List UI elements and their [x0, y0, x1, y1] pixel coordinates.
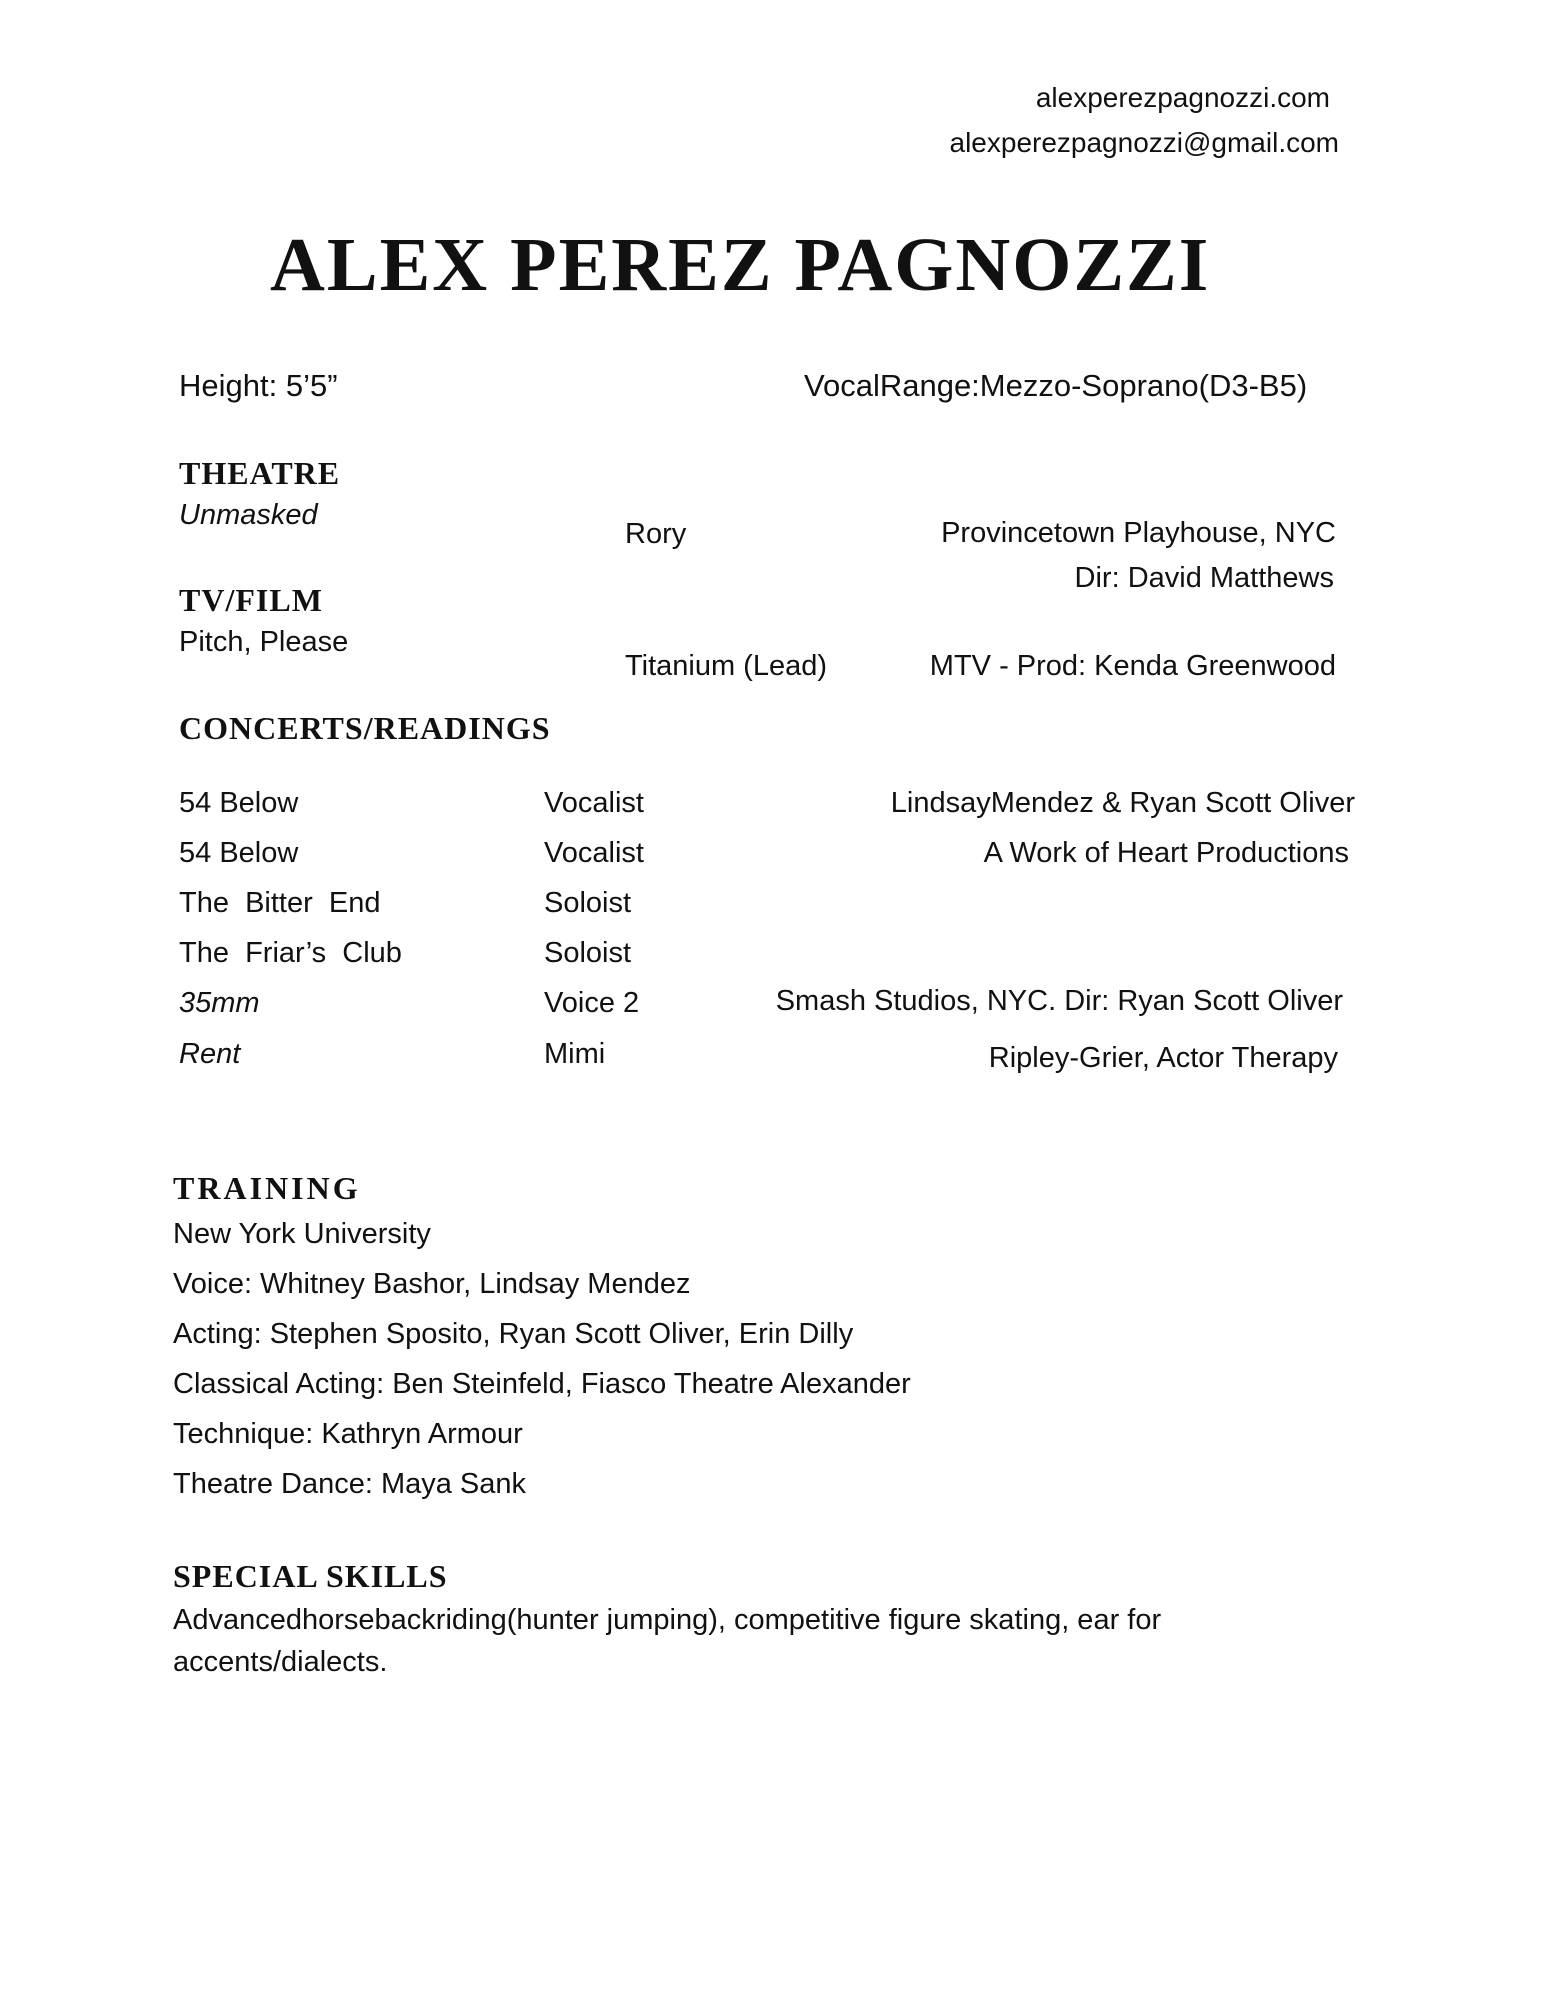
training-line-5: Technique: Kathryn Armour — [173, 1418, 523, 1450]
concert-role-2: Vocalist — [544, 837, 644, 869]
concert-credit-1: LindsayMendez & Ryan Scott Oliver — [890, 787, 1355, 819]
concert-credit-6: Ripley-Grier, Actor Therapy — [988, 1042, 1338, 1074]
vocal-range-stat: VocalRange:Mezzo-Soprano(D3-B5) — [804, 368, 1308, 403]
concert-role-4: Soloist — [544, 937, 632, 969]
theatre-director: Dir: David Matthews — [1074, 562, 1334, 594]
theatre-heading: THEATRE — [179, 455, 341, 491]
concert-credit-5: Smash Studios, NYC. Dir: Ryan Scott Oliver — [775, 985, 1343, 1017]
website-link[interactable]: alexperezpagnozzi.com — [1035, 82, 1330, 113]
theatre-role: Rory — [625, 518, 687, 550]
skills-line-2: accents/dialects. — [173, 1646, 388, 1678]
concert-venue-5: 35mm — [179, 987, 260, 1019]
concert-role-1: Vocalist — [544, 787, 644, 819]
concert-role-3: Soloist — [544, 887, 632, 919]
concert-venue-3: The Bitter End — [179, 887, 381, 919]
theatre-title: Unmasked — [179, 499, 318, 531]
theatre-venue: Provincetown Playhouse, NYC — [941, 517, 1336, 549]
tvfilm-heading: TV/FILM — [179, 582, 323, 618]
height-stat: Height: 5’5” — [179, 368, 338, 403]
skills-heading: SPECIAL SKILLS — [173, 1558, 448, 1594]
training-line-6: Theatre Dance: Maya Sank — [173, 1468, 527, 1500]
concert-role-6: Mimi — [544, 1038, 606, 1070]
training-line-2: Voice: Whitney Bashor, Lindsay Mendez — [173, 1268, 691, 1300]
concert-venue-2: 54 Below — [179, 837, 299, 869]
concert-role-5: Voice 2 — [544, 987, 640, 1019]
training-heading: TRAINING — [173, 1170, 361, 1206]
concert-venue-1: 54 Below — [179, 787, 299, 819]
tvfilm-title: Pitch, Please — [179, 626, 349, 658]
concert-venue-6: Rent — [179, 1038, 241, 1070]
training-line-4: Classical Acting: Ben Steinfeld, Fiasco Theatre Alexander — [173, 1368, 911, 1400]
concerts-heading: CONCERTS/READINGS — [179, 710, 551, 746]
tvfilm-credit: MTV - Prod: Kenda Greenwood — [929, 650, 1336, 682]
concert-venue-4: The Friar’s Club — [179, 937, 402, 969]
training-line-3: Acting: Stephen Sposito, Ryan Scott Oliver, Erin Dilly — [173, 1318, 854, 1350]
skills-line-1: Advancedhorsebackriding(hunter jumping), competitive figure skating, ear for — [173, 1604, 1162, 1636]
training-line-1: New York University — [173, 1218, 431, 1250]
page-title: ALEX PEREZ PAGNOZZI — [270, 223, 1211, 307]
tvfilm-role: Titanium (Lead) — [625, 650, 828, 682]
email-link[interactable]: alexperezpagnozzi@gmail.com — [949, 127, 1339, 158]
concert-credit-2: A Work of Heart Productions — [983, 837, 1349, 869]
